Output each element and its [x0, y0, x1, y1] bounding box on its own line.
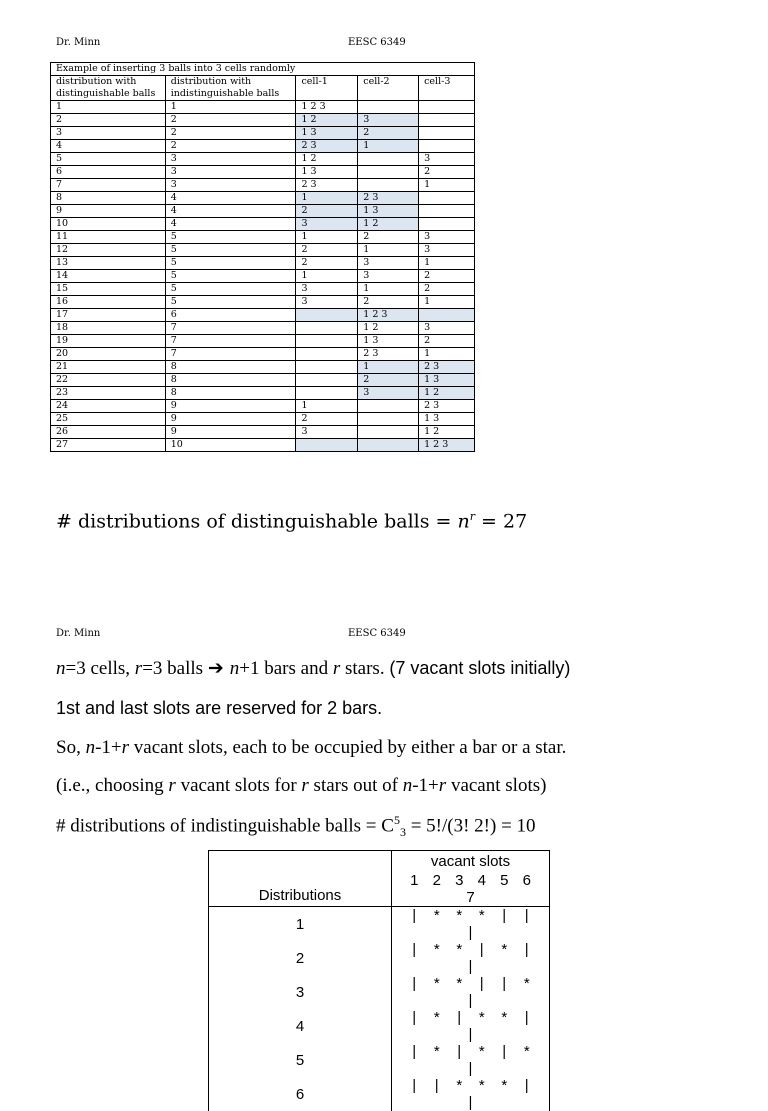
bar-mark: |	[468, 1026, 473, 1043]
star-mark: *	[501, 1077, 508, 1094]
distribution-number: 6	[209, 1077, 392, 1111]
table-cell: 18	[51, 322, 166, 335]
table-caption: Example of inserting 3 balls into 3 cells randomly	[51, 63, 475, 76]
bar-mark: |	[457, 1009, 462, 1026]
table-row	[51, 244, 475, 257]
table-cell: 1	[419, 348, 475, 361]
table-cell	[358, 426, 419, 439]
table-cell: 1	[358, 361, 419, 374]
star-mark: *	[456, 941, 463, 958]
table-cell: 1 2 3	[419, 439, 475, 452]
star-mark: *	[501, 1009, 508, 1026]
table-cell: 20	[51, 348, 166, 361]
table-cell: 3	[419, 231, 475, 244]
table-cell: 9	[165, 426, 296, 439]
table-cell: 2	[358, 127, 419, 140]
table-cell: 1	[165, 101, 296, 114]
header-distinguishable: distribution with distinguishable balls	[51, 76, 166, 101]
bar-mark: |	[412, 1077, 417, 1094]
table-cell: 2 3	[296, 140, 358, 153]
table-cell: 16	[51, 296, 166, 309]
bar-mark: |	[502, 975, 507, 992]
vacant-slots-header	[392, 851, 550, 907]
table-cell	[296, 348, 358, 361]
slots-row	[209, 941, 550, 975]
table-cell	[358, 413, 419, 426]
table-cell: 10	[51, 218, 166, 231]
bar-mark: |	[412, 1009, 417, 1026]
vacant-slots-line	[56, 737, 566, 759]
var-r: r	[121, 737, 130, 758]
table-cell	[419, 309, 475, 322]
table-cell: 7	[165, 335, 296, 348]
table-cell: 21	[51, 361, 166, 374]
distribution-number: 3	[209, 975, 392, 1009]
table-cell: 12	[51, 244, 166, 257]
table-cell: 3	[165, 179, 296, 192]
table-row	[51, 322, 475, 335]
table-cell: 8	[165, 361, 296, 374]
var-r2: r	[301, 775, 309, 796]
table-row	[51, 231, 475, 244]
bar-mark: |	[479, 975, 484, 992]
table-cell: 5	[165, 231, 296, 244]
slots-row	[209, 1077, 550, 1111]
bar-mark: |	[412, 1043, 417, 1060]
text-d: -1+	[412, 775, 439, 796]
star-mark: *	[433, 907, 440, 924]
table-cell: 3	[419, 322, 475, 335]
table-cell: 3	[165, 166, 296, 179]
table-cell: 3	[296, 218, 358, 231]
bar-mark: |	[468, 958, 473, 975]
slot-number: 2	[432, 872, 441, 889]
text-b: = 5!/(3! 2!) = 10	[405, 815, 536, 837]
table-cell: 1 3	[419, 374, 475, 387]
header-cell-1: cell-1	[296, 76, 358, 101]
table-cell	[296, 374, 358, 387]
text-c: stars out of	[308, 775, 403, 796]
table-cell	[358, 439, 419, 452]
table-cell: 1	[419, 179, 475, 192]
distribution-number: 4	[209, 1009, 392, 1043]
bar-mark: |	[468, 1060, 473, 1077]
table-cell: 7	[165, 348, 296, 361]
table-cell: 11	[51, 231, 166, 244]
table-cell: 13	[51, 257, 166, 270]
table-cell: 2 3	[419, 400, 475, 413]
star-mark: *	[433, 1009, 440, 1026]
table-cell: 4	[51, 140, 166, 153]
table-cell: 2 3	[296, 179, 358, 192]
table-cell	[419, 127, 475, 140]
var-r: r	[134, 658, 143, 679]
table-row	[51, 166, 475, 179]
slots-header-row	[209, 851, 550, 907]
bar-mark: |	[524, 1009, 529, 1026]
slots-row	[209, 907, 550, 942]
table-cell: 2 3	[358, 192, 419, 205]
formula-n: n	[457, 510, 470, 533]
table-cell: 1	[419, 257, 475, 270]
table-cell: 3	[419, 153, 475, 166]
star-mark: *	[523, 1043, 530, 1060]
table-cell: 2	[296, 413, 358, 426]
table-row	[51, 296, 475, 309]
course-code-page2: EESC 6349	[348, 628, 406, 639]
formula-prefix: # distributions of distinguishable balls =	[56, 510, 458, 533]
table-row	[51, 218, 475, 231]
bar-mark: |	[479, 941, 484, 958]
table-cell: 1	[358, 244, 419, 257]
table-row	[51, 374, 475, 387]
distribution-table	[50, 62, 475, 452]
slot-number: 4	[477, 872, 486, 889]
table-row	[51, 348, 475, 361]
table-cell: 22	[51, 374, 166, 387]
slot-number: 7	[466, 889, 475, 906]
var-r3: r	[438, 775, 447, 796]
star-mark: *	[478, 907, 485, 924]
table-cell: 2	[296, 205, 358, 218]
table-cell	[296, 322, 358, 335]
slot-pattern	[392, 1043, 550, 1077]
table-cell: 9	[165, 413, 296, 426]
table-cell: 5	[165, 257, 296, 270]
text-e: (7 vacant slots initially)	[389, 658, 571, 678]
reserved-slots-line: 1st and last slots are reserved for 2 bars.	[56, 698, 383, 718]
text-e: vacant slots)	[446, 775, 547, 796]
table-header-row	[51, 76, 475, 101]
distribution-number: 1	[209, 907, 392, 942]
table-row	[51, 361, 475, 374]
table-cell	[358, 153, 419, 166]
table-cell: 1	[296, 400, 358, 413]
table-cell: 3	[358, 114, 419, 127]
table-cell: 25	[51, 413, 166, 426]
table-cell	[296, 387, 358, 400]
table-cell: 6	[51, 166, 166, 179]
var-n: n	[402, 775, 413, 796]
vacant-slots-label: vacant slots	[430, 853, 511, 870]
table-cell	[358, 400, 419, 413]
table-cell: 24	[51, 400, 166, 413]
table-cell: 4	[165, 218, 296, 231]
table-cell: 1 3	[419, 413, 475, 426]
bar-mark: |	[524, 941, 529, 958]
table-cell: 4	[165, 192, 296, 205]
var-n: n	[56, 658, 66, 679]
slot-pattern	[392, 975, 550, 1009]
table-cell	[358, 166, 419, 179]
text-b: -1+	[95, 737, 122, 758]
table-cell: 8	[165, 374, 296, 387]
table-row	[51, 205, 475, 218]
table-row	[51, 400, 475, 413]
table-cell: 9	[51, 205, 166, 218]
choosing-line	[56, 775, 546, 797]
table-cell: 8	[51, 192, 166, 205]
table-cell: 5	[165, 270, 296, 283]
table-cell: 2	[358, 231, 419, 244]
text-b: =3 balls	[142, 658, 208, 679]
table-cell	[419, 140, 475, 153]
table-cell: 3	[296, 426, 358, 439]
table-cell: 2	[165, 114, 296, 127]
table-cell	[419, 101, 475, 114]
star-mark: *	[478, 1043, 485, 1060]
star-mark: *	[456, 975, 463, 992]
table-cell	[296, 335, 358, 348]
star-mark: *	[433, 1043, 440, 1060]
author: Dr. Minn	[56, 37, 101, 48]
table-cell: 1 3	[358, 205, 419, 218]
table-cell: 1	[419, 296, 475, 309]
table-cell: 15	[51, 283, 166, 296]
table-cell: 2	[165, 127, 296, 140]
bar-mark: |	[412, 907, 417, 924]
star-mark: *	[478, 1009, 485, 1026]
text-b: vacant slots for	[175, 775, 302, 796]
table-cell	[358, 101, 419, 114]
table-cell: 2	[296, 244, 358, 257]
table-row	[51, 335, 475, 348]
table-cell: 2	[51, 114, 166, 127]
distributions-header: Distributions	[209, 851, 392, 907]
table-cell: 2	[358, 374, 419, 387]
table-row	[51, 257, 475, 270]
indistinguishable-formula	[56, 813, 536, 840]
text-d: stars.	[340, 658, 390, 679]
table-cell: 3	[296, 283, 358, 296]
bar-mark: |	[468, 992, 473, 1009]
table-cell: 1	[296, 231, 358, 244]
slots-row	[209, 1043, 550, 1077]
comb-sup: 5	[393, 813, 400, 827]
table-cell: 5	[165, 244, 296, 257]
table-cell: 10	[165, 439, 296, 452]
table-cell	[419, 218, 475, 231]
table-row	[51, 387, 475, 400]
table-row	[51, 192, 475, 205]
bar-mark: |	[468, 924, 473, 941]
table-cell: 1	[296, 192, 358, 205]
table-cell: 1 3	[296, 166, 358, 179]
bar-mark: |	[468, 1094, 473, 1111]
table-cell: 4	[165, 205, 296, 218]
table-cell: 3	[165, 153, 296, 166]
table-cell: 1 3	[296, 127, 358, 140]
slots-table	[208, 850, 550, 1111]
slot-numbers	[392, 872, 549, 906]
var-n: n	[85, 737, 96, 758]
table-cell: 1 2	[296, 114, 358, 127]
table-row	[51, 114, 475, 127]
table-cell	[358, 179, 419, 192]
comb-sub: 3	[399, 825, 406, 840]
table-cell: 1	[358, 140, 419, 153]
text-a: (i.e., choosing	[56, 775, 169, 796]
table-cell: 7	[51, 179, 166, 192]
table-cell: 3	[51, 127, 166, 140]
star-mark: *	[433, 975, 440, 992]
bar-mark: |	[412, 975, 417, 992]
header-cell-3: cell-3	[419, 76, 475, 101]
header-indistinguishable: distribution with indistinguishable balls	[165, 76, 296, 101]
table-cell: 2 3	[358, 348, 419, 361]
star-mark: *	[433, 941, 440, 958]
table-cell: 3	[296, 296, 358, 309]
slot-number: 5	[500, 872, 509, 889]
table-cell: 1	[51, 101, 166, 114]
table-cell: 1 2 3	[296, 101, 358, 114]
slots-row	[209, 1009, 550, 1043]
table-cell: 7	[165, 322, 296, 335]
distribution-number: 5	[209, 1043, 392, 1077]
star-mark: *	[523, 975, 530, 992]
table-cell: 2	[419, 283, 475, 296]
var-r2: r	[332, 658, 341, 679]
table-cell	[419, 205, 475, 218]
table-cell: 1 2 3	[358, 309, 419, 322]
table-cell: 1 2	[296, 153, 358, 166]
table-cell: 14	[51, 270, 166, 283]
table-cell: 5	[51, 153, 166, 166]
arrow-icon: ➔	[207, 658, 224, 679]
slot-pattern	[392, 1077, 550, 1111]
text-c: vacant slots, each to be occupied by either a bar or a star.	[129, 737, 567, 758]
table-cell: 2 3	[419, 361, 475, 374]
table-cell: 6	[165, 309, 296, 322]
setup-line	[56, 657, 570, 680]
table-row	[51, 179, 475, 192]
bar-mark: |	[524, 907, 529, 924]
slot-pattern	[392, 907, 550, 942]
table-cell: 1 2	[358, 218, 419, 231]
table-cell: 3	[358, 270, 419, 283]
table-cell: 5	[165, 296, 296, 309]
table-row	[51, 283, 475, 296]
author-page2: Dr. Minn	[56, 628, 101, 639]
table-cell	[296, 309, 358, 322]
table-cell: 3	[358, 257, 419, 270]
star-mark: *	[456, 1077, 463, 1094]
text-a: =3 cells,	[65, 658, 135, 679]
slot-number: 6	[522, 872, 531, 889]
table-cell: 1	[296, 270, 358, 283]
distribution-number: 2	[209, 941, 392, 975]
table-cell	[419, 192, 475, 205]
table-cell: 23	[51, 387, 166, 400]
table-row	[51, 153, 475, 166]
table-cell: 3	[358, 387, 419, 400]
table-cell	[419, 114, 475, 127]
table-caption-row	[51, 63, 475, 76]
text-a: # distributions of indistinguishable balls = C	[56, 815, 394, 837]
table-cell: 5	[165, 283, 296, 296]
star-mark: *	[478, 1077, 485, 1094]
table-cell: 1 3	[358, 335, 419, 348]
table-cell: 3	[419, 244, 475, 257]
table-cell: 19	[51, 335, 166, 348]
table-cell: 1 2	[419, 387, 475, 400]
bar-mark: |	[457, 1043, 462, 1060]
formula-suffix: = 27	[475, 510, 528, 533]
formula-r: r	[469, 510, 475, 523]
table-cell: 1 2	[419, 426, 475, 439]
table-row	[51, 426, 475, 439]
table-cell	[296, 361, 358, 374]
slot-number: 1	[410, 872, 419, 889]
text-c: +1 bars and	[239, 658, 333, 679]
table-row	[51, 140, 475, 153]
star-mark: *	[501, 941, 508, 958]
table-cell: 9	[165, 400, 296, 413]
table-row	[51, 413, 475, 426]
slot-pattern	[392, 941, 550, 975]
table-cell: 1	[358, 283, 419, 296]
text-a: So,	[56, 737, 86, 758]
table-row	[51, 101, 475, 114]
table-cell: 2	[419, 166, 475, 179]
slots-row	[209, 975, 550, 1009]
slot-number: 3	[455, 872, 464, 889]
bar-mark: |	[434, 1077, 439, 1094]
var-n2: n	[229, 658, 240, 679]
table-cell: 2	[165, 140, 296, 153]
course-code: EESC 6349	[348, 37, 406, 48]
table-cell: 2	[296, 257, 358, 270]
table-row	[51, 127, 475, 140]
table-cell: 2	[358, 296, 419, 309]
header-cell-2: cell-2	[358, 76, 419, 101]
table-row	[51, 439, 475, 452]
var-r: r	[168, 775, 176, 796]
table-cell: 2	[419, 335, 475, 348]
slot-pattern	[392, 1009, 550, 1043]
table-cell: 1 2	[358, 322, 419, 335]
distinguishable-formula	[56, 510, 527, 532]
table-cell: 2	[419, 270, 475, 283]
star-mark: *	[456, 907, 463, 924]
table-cell: 17	[51, 309, 166, 322]
bar-mark: |	[412, 941, 417, 958]
bar-mark: |	[502, 1043, 507, 1060]
table-cell: 27	[51, 439, 166, 452]
table-row	[51, 309, 475, 322]
table-cell	[296, 439, 358, 452]
bar-mark: |	[524, 1077, 529, 1094]
table-cell: 8	[165, 387, 296, 400]
table-cell: 26	[51, 426, 166, 439]
bar-mark: |	[502, 907, 507, 924]
table-row	[51, 270, 475, 283]
